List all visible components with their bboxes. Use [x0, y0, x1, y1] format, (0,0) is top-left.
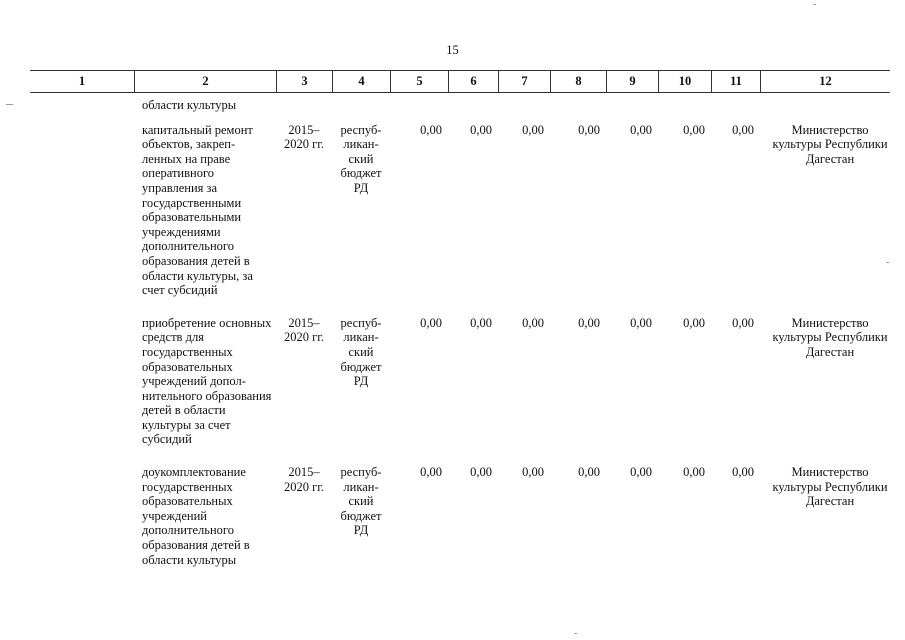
row-funding-source: респуб-ликан-ский бюджет РД — [340, 315, 382, 389]
scan-speck — [886, 262, 889, 263]
row-period: 2015–2020 гг. — [283, 122, 325, 152]
row-executor: Министерство культуры Республики Дагестан — [772, 315, 888, 359]
page-number: 15 — [446, 43, 459, 57]
row-value-col8: 0,00 — [578, 315, 600, 330]
table-row — [30, 123, 890, 298]
column-header-6: 6 — [448, 71, 498, 92]
row-funding-source: респуб-ликан-ский бюджет РД — [340, 122, 382, 195]
column-header-5: 5 — [390, 71, 448, 92]
row-value-col8: 0,00 — [578, 122, 600, 137]
row-description: капитальный ремонт объектов, закреп-ленных на праве оперативного управления за государственными образовательными учреждениями дополнительного образования детей в области культуры, за счет субсидий — [142, 122, 253, 298]
row-value-col8: 0,00 — [578, 465, 600, 480]
row-value-col7: 0,00 — [522, 122, 544, 137]
column-header-2: 2 — [134, 71, 276, 92]
row-value-col11: 0,00 — [732, 122, 754, 137]
column-header-11: 11 — [711, 71, 760, 92]
column-header-1: 1 — [78, 74, 86, 88]
row-value-col9: 0,00 — [630, 122, 652, 137]
row-funding-source: респуб-ликан-ский бюджет РД — [340, 465, 382, 538]
column-header-8: 8 — [550, 71, 606, 92]
row-period: 2015–2020 гг. — [283, 315, 325, 345]
row-value-col6: 0,00 — [470, 122, 492, 137]
row-value-col6: 0,00 — [470, 315, 492, 330]
row-description: доукомплектование государственных образовательных учреждений дополнительного образования детей в области культуры — [142, 465, 250, 567]
row-value-col7: 0,00 — [522, 315, 544, 330]
row-value-col9: 0,00 — [630, 315, 652, 330]
column-header-12: 12 — [760, 71, 890, 92]
carryover-text: области культуры — [142, 98, 237, 112]
row-executor: Министерство культуры Республики Дагестан — [772, 122, 888, 166]
row-value-col5: 0,00 — [420, 122, 442, 137]
row-value-col5: 0,00 — [420, 315, 442, 330]
column-header-10: 10 — [658, 71, 711, 92]
row-value-col9: 0,00 — [630, 465, 652, 480]
column-header-row — [30, 70, 890, 93]
table-row — [30, 316, 890, 447]
row-value-col10: 0,00 — [683, 122, 705, 137]
row-value-col11: 0,00 — [732, 315, 754, 330]
program-table — [30, 70, 890, 567]
column-header-7: 7 — [498, 71, 550, 92]
carryover-row — [30, 98, 890, 113]
column-header-9: 9 — [606, 71, 658, 92]
row-value-col10: 0,00 — [683, 315, 705, 330]
row-value-col5: 0,00 — [420, 465, 442, 480]
row-value-col6: 0,00 — [470, 465, 492, 480]
scan-speck — [574, 633, 577, 634]
column-header-4: 4 — [332, 71, 390, 92]
row-value-col7: 0,00 — [522, 465, 544, 480]
row-value-col10: 0,00 — [683, 465, 705, 480]
row-description: приобретение основных средств для государственных образовательных учреждений допол-нительного образования детей в области культуры за счет субсидий — [142, 315, 272, 447]
row-executor: Министерство культуры Республики Дагестан — [772, 465, 888, 509]
scan-speck — [813, 4, 816, 5]
scan-speck — [6, 104, 13, 105]
column-header-3: 3 — [276, 71, 332, 92]
table-row — [30, 465, 890, 567]
row-value-col11: 0,00 — [732, 465, 754, 480]
row-period: 2015–2020 гг. — [283, 465, 325, 494]
